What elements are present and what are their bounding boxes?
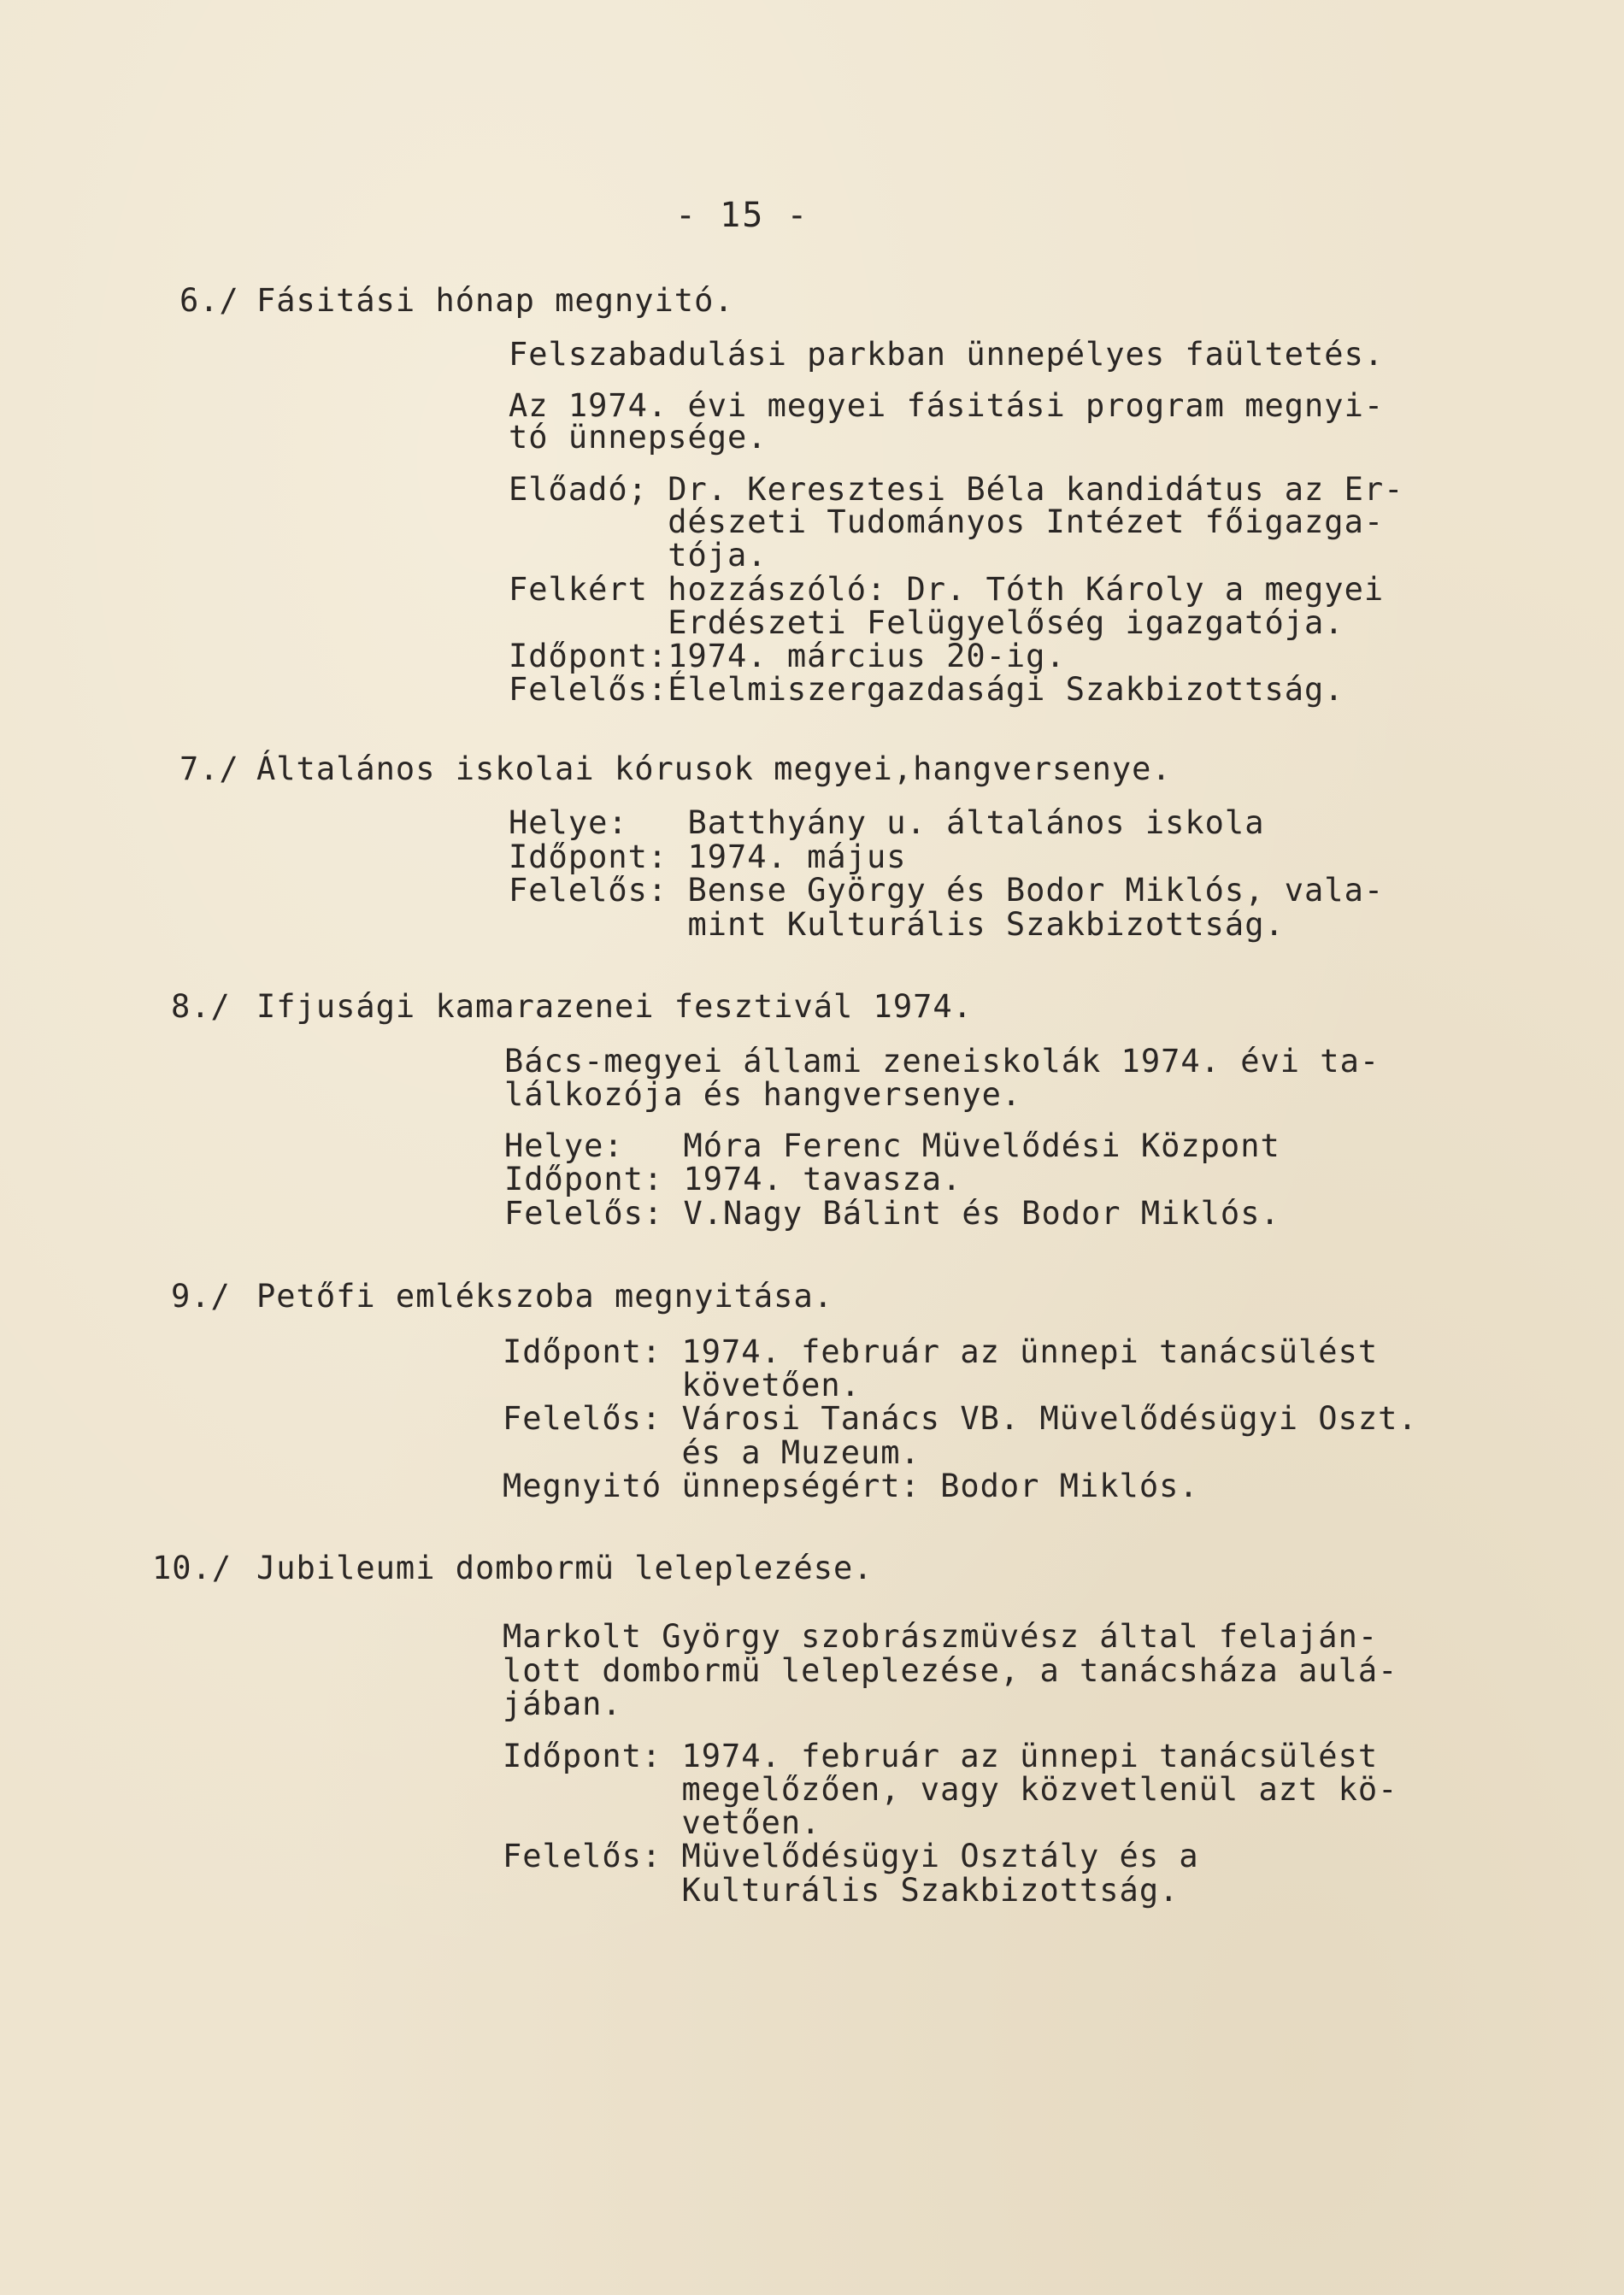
item-line: Időpont: 1974. tavasza. (504, 1161, 962, 1198)
item-line: és a Muzeum. (503, 1434, 921, 1471)
item-line: Felelős: V.Nagy Bálint és Bodor Miklós. (504, 1195, 1280, 1232)
item-line: Erdészeti Felügyelőség igazgatója. (509, 604, 1345, 641)
item-title: Jubileumi dombormü leleplezése. (256, 1550, 874, 1586)
item-line: mint Kulturális Szakbizottság. (509, 906, 1285, 943)
item-line: jában. (503, 1686, 622, 1722)
item-line: Felszabadulási parkban ünnepélyes faültetés. (509, 336, 1385, 373)
item-line: Felelős: Bense György és Bodor Miklós, vala- (509, 872, 1385, 909)
item-line: Helye: Móra Ferenc Müvelődési Központ (504, 1127, 1280, 1164)
item-line: Markolt György szobrászmüvész által felaján- (503, 1618, 1379, 1655)
item-line: Felkért hozzászóló: Dr. Tóth Károly a megyei (509, 571, 1385, 608)
item-line: Időpont: 1974. május (509, 839, 907, 875)
item-title: Petőfi emlékszoba megnyitása. (256, 1278, 834, 1315)
item-title: Fásitási hónap megnyitó. (256, 282, 734, 319)
item-number: 10./ (152, 1550, 232, 1586)
item-line: vetően. (503, 1804, 821, 1841)
item-line: követően. (503, 1367, 861, 1403)
item-line: tója. (509, 537, 768, 574)
item-number: 8./ (171, 988, 231, 1025)
item-title: Ifjusági kamarazenei fesztivál 1974. (256, 988, 973, 1025)
item-line: tó ünnepsége. (509, 419, 768, 456)
page-number: - 15 - (675, 196, 809, 235)
item-line: Kulturális Szakbizottság. (503, 1872, 1180, 1909)
item-line: Megnyitó ünnepségért: Bodor Miklós. (503, 1468, 1199, 1504)
item-number: 7./ (179, 750, 239, 787)
item-line: Időpont: 1974. február az ünnepi tanácsülést (503, 1333, 1379, 1370)
item-number: 6./ (179, 282, 239, 319)
item-line: lott dombormü leleplezése, a tanácsháza aulá- (503, 1652, 1398, 1689)
item-line: Időpont:1974. március 20-ig. (509, 638, 1066, 674)
item-title: Általános iskolai kórusok megyei,hangversenye. (256, 750, 1172, 787)
item-number: 9./ (171, 1278, 231, 1315)
item-line: Felelős: Müvelődésügyi Osztály és a (503, 1838, 1199, 1874)
item-line: megelőzően, vagy közvetlenül azt kö- (503, 1771, 1398, 1808)
item-line: Időpont: 1974. február az ünnepi tanácsülést (503, 1738, 1379, 1774)
item-line: Felelős:Élelmiszergazdasági Szakbizottság. (509, 671, 1345, 708)
item-line: Bács-megyei állami zeneiskolák 1974. évi ta- (504, 1043, 1380, 1080)
item-line: Felelős: Városi Tanács VB. Müvelődésügyi Oszt. (503, 1400, 1418, 1437)
item-line: Előadó; Dr. Keresztesi Béla kandidátus az Er- (509, 471, 1404, 508)
item-line: lálkozója és hangversenye. (504, 1076, 1022, 1113)
item-line: Helye: Batthyány u. általános iskola (509, 804, 1265, 841)
item-line: Az 1974. évi megyei fásitási program megnyi- (509, 387, 1385, 424)
item-line: dészeti Tudományos Intézet főigazga- (509, 503, 1385, 540)
